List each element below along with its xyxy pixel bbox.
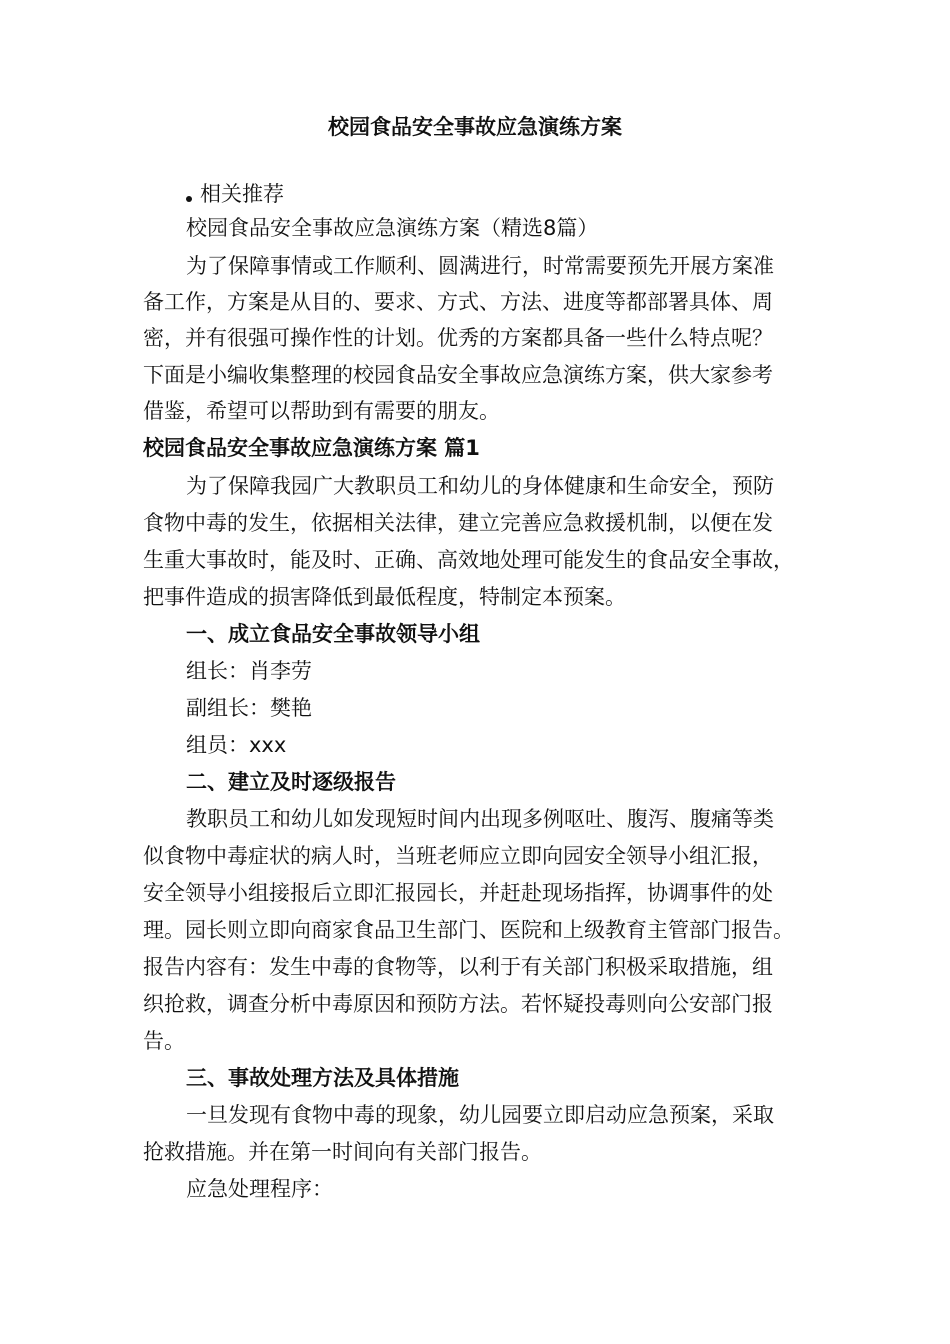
part3-line: 抢救措施。并在第一时间向有关部门报告。 xyxy=(143,1140,542,1164)
group-deputy: 副组长：樊艳 xyxy=(186,696,312,720)
procedure-label: 应急处理程序： xyxy=(186,1177,333,1201)
part2-line: 织抢救，调查分析中毒原因和预防方法。若怀疑投毒则向公安部门报 xyxy=(143,992,773,1016)
part2-line: 教职员工和幼儿如发现短时间内出现多例呕吐、腹泻、腹痛等类 xyxy=(186,807,774,831)
related-item-link[interactable]: 校园食品安全事故应急演练方案（精选8篇） xyxy=(186,216,599,240)
group-leader: 组长：肖李劳 xyxy=(186,659,312,683)
part3-line: 一旦发现有食物中毒的现象，幼儿园要立即启动应急预案，采取 xyxy=(186,1103,774,1127)
purpose-line: 生重大事故时，能及时、正确、高效地处理可能发生的食品安全事故， xyxy=(143,548,794,572)
intro-line: 为了保障事情或工作顺利、圆满进行，时常需要预先开展方案准 xyxy=(186,254,774,278)
bullet-icon xyxy=(186,196,192,202)
intro-line: 备工作，方案是从目的、要求、方式、方法、进度等都部署具体、周 xyxy=(143,290,773,314)
purpose-line: 食物中毒的发生，依据相关法律，建立完善应急救援机制，以便在发 xyxy=(143,511,773,535)
part2-line: 安全领导小组接报后立即汇报园长，并赶赴现场指挥，协调事件的处 xyxy=(143,881,773,905)
part1-heading: 一、成立食品安全事故领导小组 xyxy=(186,622,480,646)
document-title: 校园食品安全事故应急演练方案 xyxy=(328,115,622,139)
related-label[interactable]: 相关推荐 xyxy=(200,182,284,206)
part2-line: 理。园长则立即向商家食品卫生部门、医院和上级教育主管部门报告。 xyxy=(143,918,794,942)
part2-line: 告。 xyxy=(143,1029,185,1053)
part3-heading: 三、事故处理方法及具体措施 xyxy=(186,1066,459,1090)
purpose-line: 把事件造成的损害降低到最低程度，特制定本预案。 xyxy=(143,585,626,609)
related-label-row xyxy=(186,176,284,212)
part2-heading: 二、建立及时逐级报告 xyxy=(186,770,396,794)
intro-line: 下面是小编收集整理的校园食品安全事故应急演练方案，供大家参考 xyxy=(143,363,773,387)
part2-line: 似食物中毒症状的病人时，当班老师应立即向园安全领导小组汇报， xyxy=(143,844,773,868)
part2-line: 报告内容有：发生中毒的食物等，以利于有关部门积极采取措施，组 xyxy=(143,955,773,979)
purpose-line: 为了保障我园广大教职员工和幼儿的身体健康和生命安全，预防 xyxy=(186,474,774,498)
intro-line: 密，并有很强可操作性的计划。优秀的方案都具备一些什么特点呢？ xyxy=(143,326,773,350)
intro-line: 借鉴，希望可以帮助到有需要的朋友。 xyxy=(143,399,500,423)
section-heading: 校园食品安全事故应急演练方案 篇1 xyxy=(143,436,480,460)
group-members: 组员：xxx xyxy=(186,733,287,757)
